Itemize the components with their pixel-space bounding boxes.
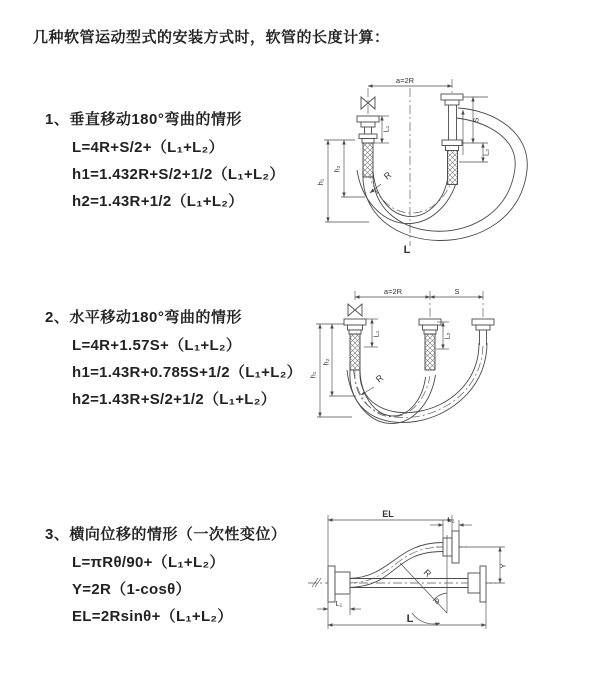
section-2-formula-h2: h2=1.43R+S/2+1/2（L₁+L₂）	[72, 391, 277, 408]
dim-label-l2: L₂	[447, 515, 455, 524]
dim-label-l-total: L	[406, 613, 414, 625]
section-2-formula-L: L=4R+1.57S+（L₁+L₂）	[72, 337, 242, 354]
centerlines	[355, 291, 483, 319]
left-flange	[328, 566, 350, 602]
dimension-h1-h2	[324, 140, 369, 222]
valve-icon	[348, 304, 362, 316]
right-hose-braid	[448, 151, 458, 185]
dim-label-h2: h₂	[321, 358, 331, 366]
centerlines	[368, 79, 452, 246]
dimension-el	[328, 515, 455, 566]
hose-curves	[347, 343, 487, 424]
dim-label-h1: h₁	[308, 371, 318, 379]
left-hose-braid	[350, 334, 360, 370]
section-3-formula-EL: EL=2Rsinθ+（L₁+L₂）	[72, 608, 233, 625]
diagram-vertical-180-bend	[305, 70, 580, 265]
section-3-formula-Y: Y=2R（1-cosθ）	[72, 581, 191, 598]
section-2-heading: 2、水平移动180°弯曲的情形	[45, 309, 242, 326]
dim-label-r: R	[373, 372, 386, 385]
middle-flange	[419, 319, 441, 334]
angle-construction	[400, 535, 447, 624]
lower-right-flange	[468, 566, 486, 602]
left-flange	[344, 319, 366, 334]
diagram-horizontal-180-bend	[300, 283, 595, 458]
dim-label-l1: L₁	[335, 599, 343, 608]
dim-label-a2r: a=2R	[383, 287, 403, 296]
section-1-formula-L: L=4R+S/2+（L₁+L₂）	[72, 139, 224, 156]
dim-label-el: EL	[382, 509, 394, 519]
dim-label-h1: h₁	[316, 178, 325, 186]
dim-label-l1: L₁	[381, 125, 391, 133]
dim-label-l1: L₁	[371, 330, 381, 338]
section-1-formula-h1: h1=1.432R+S/2+1/2（L₁+L₂）	[72, 166, 285, 183]
section-3-formula-L: L=πRθ/90+（L₁+L₂）	[72, 554, 225, 571]
dim-label-y: Y	[498, 563, 508, 569]
left-hose-braid	[363, 143, 373, 177]
dim-label-theta: θ	[435, 597, 440, 606]
s-curve-hose	[349, 543, 443, 588]
section-2-formula-h1: h1=1.43R+0.785S+1/2（L₁+L₂）	[72, 364, 302, 381]
section-1-heading: 1、垂直移动180°弯曲的情形	[45, 111, 242, 128]
dim-label-l2: L₂	[481, 148, 491, 157]
dim-label-a2r: a=2R	[395, 76, 415, 85]
section-3-heading: 3、横向位移的情形（一次性变位）	[45, 526, 287, 543]
dim-label-l-total: L	[403, 244, 411, 256]
section-1-formula-h2: h2=1.43R+1/2（L₁+L₂）	[72, 193, 244, 210]
right-flange	[441, 94, 463, 151]
page-title: 几种软管运动型式的安装方式时，软管的长度计算：	[33, 29, 390, 46]
dim-label-r: R	[421, 567, 434, 580]
dim-label-l2: L₂	[442, 332, 452, 340]
right-flange	[472, 319, 494, 345]
dim-label-s: S	[471, 117, 481, 123]
dim-label-r: R	[381, 169, 394, 182]
dim-label-s: S	[454, 287, 460, 296]
dim-label-h2: h₂	[332, 165, 342, 173]
diagram-lateral-displacement	[300, 505, 595, 665]
middle-hose-braid	[425, 334, 435, 370]
centerline-break-mark	[312, 578, 321, 587]
left-flange	[357, 116, 379, 143]
upper-right-flange	[443, 531, 459, 563]
